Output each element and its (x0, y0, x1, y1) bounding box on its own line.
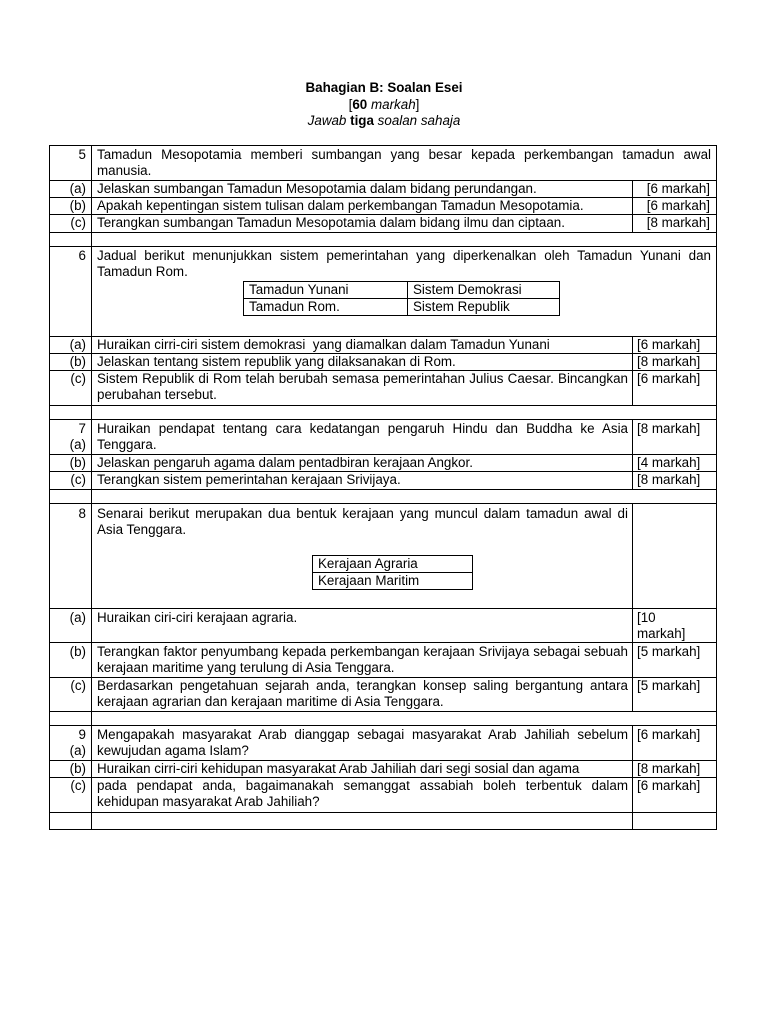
part-marks: [5 markah] (637, 644, 701, 659)
part-text: Jelaskan sumbangan Tamadun Mesopotamia dalam bidang perundangan. (97, 181, 537, 196)
part-text: Apakah kepentingan sistem tulisan dalam perkembangan Tamadun Mesopotamia. (97, 198, 584, 213)
row-line (49, 812, 717, 813)
part-label: (c) (70, 215, 86, 230)
part-label: (a) (69, 181, 86, 196)
row-line (49, 145, 717, 146)
table-row (244, 299, 560, 316)
table-row (244, 282, 560, 299)
question-number: 9 (78, 727, 86, 742)
question-number: 6 (78, 248, 86, 263)
part-label: (c) (70, 371, 86, 386)
section-title: Bahagian B: Soalan Esei (305, 80, 463, 95)
part-marks: [6 markah] (637, 371, 701, 386)
part-text: Huraikan cirri-ciri sistem demokrasi yang diamalkan dalam Tamadun Yunani (97, 337, 550, 352)
total-marks: [60 markah] (348, 97, 420, 112)
part-label: (b) (69, 354, 86, 369)
part-marks: [6 markah] (646, 181, 710, 196)
part-marks: [6 markah] (646, 198, 710, 213)
part-label: (b) (69, 644, 86, 659)
row-line (49, 419, 717, 420)
part-text: pada pendapat anda, bagaimanakah semanggat assabiah boleh terbentuk dalam kehidupan masyarakat Arab Jahiliah? (97, 778, 628, 809)
table-border-right (716, 145, 717, 830)
part-label: (a) (69, 743, 86, 758)
table-cell: Kerajaan Maritim (313, 573, 473, 590)
part-marks: [8 markah] (637, 472, 701, 487)
part-text: Terangkan sistem pemerintahan kerajaan Srivijaya. (97, 472, 401, 487)
table-cell: Kerajaan Agraria (313, 556, 473, 573)
row-line (49, 608, 717, 609)
part-text: Mengapakah masyarakat Arab dianggap sebagai masyarakat Arab Jahiliah sebelum kewujudan agama Islam? (97, 727, 628, 758)
part-marks: [6 markah] (637, 727, 701, 742)
part-text: Huraikan pendapat tentang cara kedatangan pengaruh Hindu dan Buddha ke Asia Tenggara. (97, 421, 628, 452)
part-label: (c) (70, 778, 86, 793)
part-label: (b) (69, 761, 86, 776)
table-cell: Sistem Demokrasi (408, 282, 560, 299)
part-text: Huraikan ciri-ciri kerajaan agraria. (97, 610, 298, 625)
row-line (49, 642, 717, 643)
part-text: Berdasarkan pengetahuan sejarah anda, terangkan konsep saling bergantung antara kerajaan agrarian dan kerajaan maritime di Asia Tenggara. (97, 678, 628, 709)
table-row (313, 573, 473, 590)
question-number: 8 (78, 506, 86, 521)
column-divider (91, 145, 92, 830)
question-stem: Tamadun Mesopotamia memberi sumbangan yang besar kepada perkembangan tamadun awal manusia. (97, 147, 711, 178)
part-label: (b) (69, 198, 86, 213)
part-text: Huraikan cirri-ciri kehidupan masyarakat Arab Jahiliah dari segi sosial dan agama (97, 761, 580, 776)
part-label: (c) (70, 472, 86, 487)
part-text: Sistem Republik di Rom telah berubah semasa pemerintahan Julius Caesar. Bincangkan perubahan tersebut. (97, 371, 628, 402)
part-marks: [10 markah] (637, 610, 686, 641)
row-line (49, 725, 717, 726)
civilization-table (243, 281, 560, 316)
part-marks: [8 markah] (637, 421, 701, 436)
part-marks: [6 markah] (637, 337, 701, 352)
part-label: (a) (69, 437, 86, 452)
part-text: Jelaskan tentang sistem republik yang dilaksanakan di Rom. (97, 354, 456, 369)
kingdom-list-table (312, 555, 473, 590)
row-line (49, 711, 717, 712)
part-marks: [8 markah] (646, 215, 710, 230)
row-line (49, 405, 717, 406)
part-label: (c) (70, 678, 86, 693)
table-row (313, 556, 473, 573)
question-stem: Jadual berikut menunjukkan sistem pemerintahan yang diperkenalkan oleh Tamadun Yunani dan Tamadun Rom. (97, 248, 711, 279)
table-cell: Sistem Republik (408, 299, 560, 316)
part-text: Terangkan sumbangan Tamadun Mesopotamia dalam bidang ilmu dan ciptaan. (97, 215, 565, 230)
row-line (49, 232, 717, 233)
row-line (49, 503, 717, 504)
part-marks: [8 markah] (637, 354, 701, 369)
part-label: (b) (69, 455, 86, 470)
question-number: 5 (78, 147, 86, 162)
part-marks: [4 markah] (637, 455, 701, 470)
column-divider (632, 503, 633, 711)
column-divider (632, 180, 633, 232)
part-text: Jelaskan pengaruh agama dalam pentadbiran kerajaan Angkor. (97, 455, 473, 470)
part-text: Terangkan faktor penyumbang kepada perkembangan kerajaan Srivijaya sebagai sebuah kerajaan maritime yang terulung di Asia Tenggara. (97, 644, 628, 675)
row-line (49, 829, 717, 830)
part-marks: [5 markah] (637, 678, 701, 693)
row-line (49, 246, 717, 247)
question-stem: Senarai berikut merupakan dua bentuk kerajaan yang muncul dalam tamadun awal di Asia Tenggara. (97, 506, 628, 537)
table-cell: Tamadun Yunani (244, 282, 408, 299)
row-line (49, 489, 717, 490)
part-marks: [6 markah] (637, 778, 701, 793)
instruction: Jawab tiga soalan sahaja (307, 113, 461, 128)
part-label: (a) (69, 337, 86, 352)
part-marks: [8 markah] (637, 761, 701, 776)
question-number: 7 (78, 421, 86, 436)
table-cell: Tamadun Rom. (244, 299, 408, 316)
part-label: (a) (69, 610, 86, 625)
